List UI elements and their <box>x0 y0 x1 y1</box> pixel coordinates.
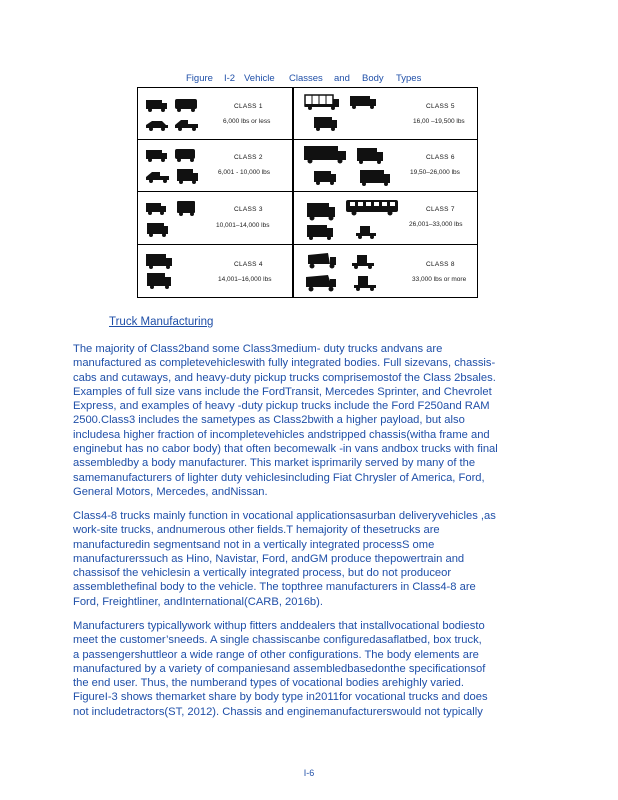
class-8-vehicles-icon <box>302 249 392 295</box>
text-line: meet the customer’sneeds. A single chassiscanbe configuredasaflatbed, box truck, <box>73 634 482 647</box>
class-3-cell <box>138 192 292 244</box>
vehicle-class-figure <box>137 87 478 298</box>
text-line: Express, and examples of heavy -duty pickup trucks include the Ford F250and RAM <box>73 400 490 413</box>
class-8-cell <box>294 245 478 298</box>
text-line: The majority of Class2band some Class3medium- duty trucks andvans are <box>73 343 443 355</box>
class-5-cell <box>294 88 478 139</box>
paragraph-3 <box>73 619 543 719</box>
class-weight: 6,001 - 10,000 lbs <box>218 169 271 176</box>
class-weight: 26,001–33,000 lbs <box>409 221 463 228</box>
class-2-vehicles-icon <box>144 148 204 186</box>
text-line: manufactured as completevehicleswith fully integrated bodies. Full sizevans, chassis- <box>73 357 496 370</box>
text-line: manufactured by a variety of companiesand assembledbasedonthe specificationsof <box>73 662 486 675</box>
class-weight: 14,001–16,000 lbs <box>218 276 272 283</box>
class-4-vehicles-icon <box>144 251 204 293</box>
text-line: chassisof the vehiclesin a vertically integrated process, but do not produceor <box>73 567 452 580</box>
text-line: samemanufacturers of lighter duty vehiclesincluding Fiat Chrysler of America, Ford, <box>73 471 485 484</box>
text-line: the end user. Thus, the numberand types of vocational bodies arehighly varied. <box>73 677 464 690</box>
class-label: CLASS 3 <box>234 206 263 213</box>
class-1-cell <box>138 88 292 139</box>
paragraph-2 <box>73 509 543 609</box>
text-line: FigureI-3 shows themarket share by body type in2011for vocational trucks and does <box>73 691 488 704</box>
text-line: assemblethefinal body to the vehicle. The topthree manufacturers in Class4-8 are <box>73 581 476 594</box>
text-line: manufacturerssuch as Hino, Navistar, Ford, andGM produce thepowertrain and <box>73 552 465 565</box>
class-weight: 33,000 lbs or more <box>412 276 467 283</box>
class-label: CLASS 1 <box>234 103 263 110</box>
figure-title-word: I-2 <box>224 73 236 84</box>
figure-title-word: Classes <box>289 73 323 84</box>
class-label: CLASS 7 <box>426 206 455 213</box>
class-7-vehicles-icon <box>302 196 412 242</box>
text-line: Ford, Freightliner, andInternational(CARB, 2016b). <box>73 595 323 608</box>
light-vehicles-icon <box>144 98 204 133</box>
class-6-vehicles-icon <box>302 143 397 189</box>
text-line: Examples of full size vans include the FordTransit, Mercedes Sprinter, and Chevrolet <box>73 385 492 398</box>
class-4-cell <box>138 245 292 298</box>
figure-title-word: Figure <box>186 73 213 84</box>
class-label: CLASS 6 <box>426 154 455 161</box>
text-line: includesa higher fraction of incompletevehicles andstripped chassis(witha frame and <box>73 428 490 441</box>
text-line: cabs and cutaways, and heavy-duty pickup trucks comprisemostof the Class 2bsales. <box>73 371 496 384</box>
class-label: CLASS 8 <box>426 261 455 268</box>
figure-title-word: Vehicle <box>244 73 275 84</box>
class-weight: 10,001–14,000 lbs <box>216 222 270 229</box>
class-weight: 6,000 lbs or less <box>223 118 271 125</box>
class-label: CLASS 5 <box>426 103 455 110</box>
section-heading: Truck Manufacturing <box>109 316 214 328</box>
text-line: Class4-8 trucks mainly function in vocational applicationsasurban deliveryvehicles ,as <box>73 510 496 522</box>
class-2-cell <box>138 140 292 191</box>
text-line: manufacturedin segmentsand not in a vertically integrated processS ome <box>73 538 435 551</box>
class-label: CLASS 2 <box>234 154 263 161</box>
text-line: enginebut has no cabor body) that often becomewalk -in vans andbox trucks with final <box>73 443 498 456</box>
class-7-cell <box>294 192 478 244</box>
class-weight: 19,50–26,000 lbs <box>410 169 460 176</box>
page-number: I-6 <box>303 768 315 778</box>
paragraph-1 <box>73 342 543 499</box>
text-line: assembledby a body manufacturer. This market isprimarily served by many of the <box>73 457 476 470</box>
figure-title-word: and <box>334 73 350 84</box>
class-5-vehicles-icon <box>302 92 387 134</box>
text-line: General Motors, Mercedes, andNissan. <box>73 485 268 498</box>
class-label: CLASS 4 <box>234 261 263 268</box>
figure-title-word: Types <box>396 73 422 84</box>
text-line: work-site trucks, andnumerous other fields.T hemajority of thesetrucks are <box>73 524 440 537</box>
class-weight: 16,00 –19,500 lbs <box>413 118 465 125</box>
class-3-vehicles-icon <box>144 200 204 240</box>
class-6-cell <box>294 140 478 191</box>
text-line: a passengershuttleor a wide range of other configurations. The body elements are <box>73 648 479 661</box>
figure-title-word: Body <box>362 73 384 84</box>
text-line: 2500.Class3 includes the sametypes as Class2bwith a higher payload, but also <box>73 414 465 427</box>
text-line: Manufacturers typicallywork withup fitters anddealers that installvocational bodiesto <box>73 620 485 632</box>
text-line: not includetractors(ST, 2012). Chassis and enginemanufacturerswould not typically <box>73 705 483 718</box>
